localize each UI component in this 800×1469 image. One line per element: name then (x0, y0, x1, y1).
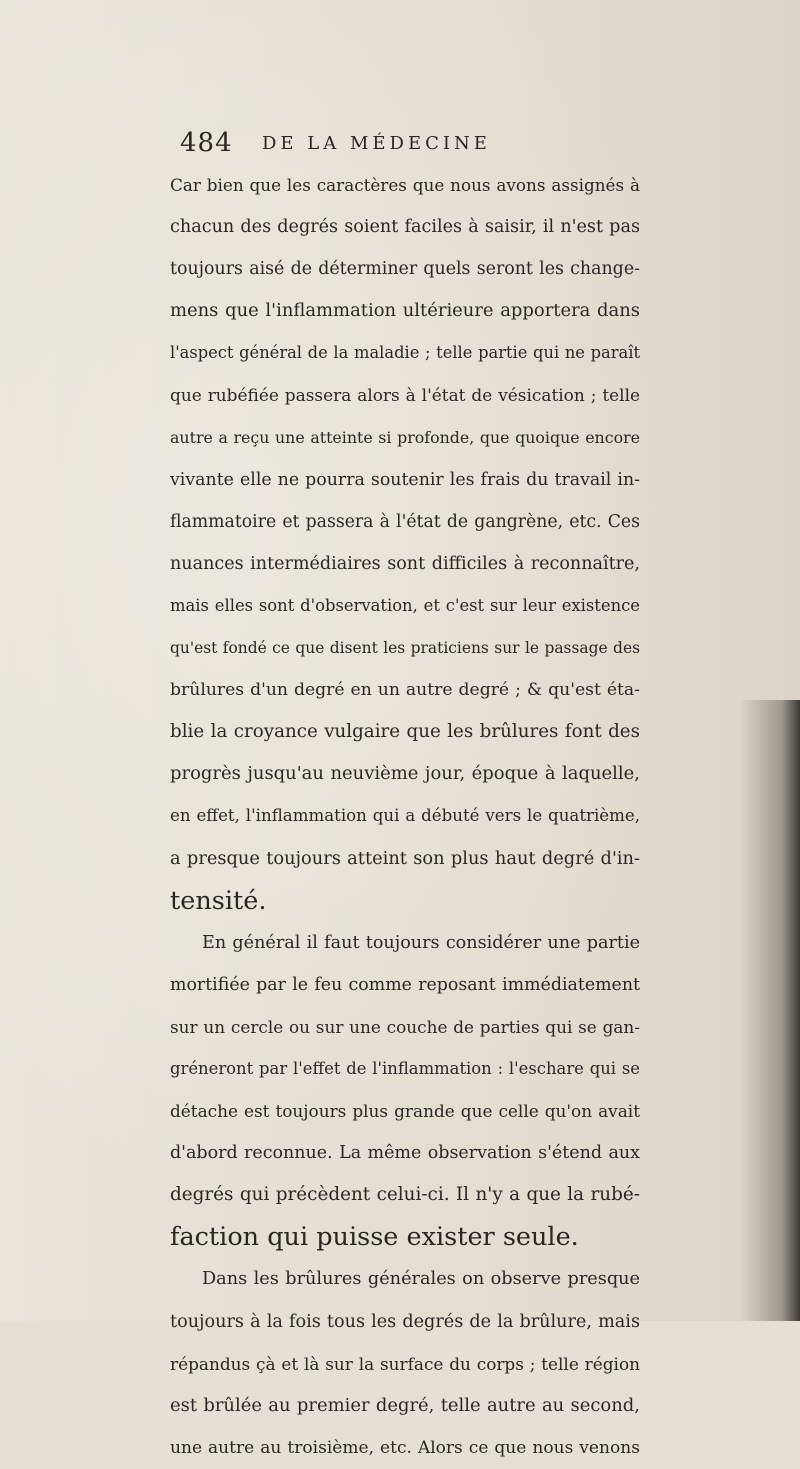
text-line: nuances intermédiaires sont difficiles à reconnaître, (170, 553, 640, 574)
body-text (170, 164, 640, 1469)
text-line: En général il faut toujours considérer une partie (202, 932, 640, 953)
text-line: vivante elle ne pourra soutenir les frais du travail in- (170, 469, 640, 490)
text-line: mens que l'inflammation ultérieure apportera dans (170, 300, 640, 322)
text-line: est brûlée au premier degré, telle autre au second, (170, 1394, 640, 1416)
text-line: degrés qui précèdent celui-ci. Il n'y a que la rubé- (170, 1184, 640, 1206)
text-line: mortifiée par le feu comme reposant immédiatement (170, 974, 640, 995)
text-line: blie la croyance vulgaire que les brûlures font des (170, 721, 640, 743)
page-number: 484 (180, 128, 233, 158)
text-line: répandus çà et là sur la surface du corps ; telle région (170, 1353, 640, 1374)
text-line: sur un cercle ou sur une couche de parties qui se gan- (170, 1016, 640, 1037)
text-line: en effet, l'inflammation qui a débuté vers le quatrième, (170, 806, 640, 826)
running-head: DE LA MÉDECINE (262, 133, 491, 154)
text-line: mais elles sont d'observation, et c'est sur leur existence (170, 595, 640, 615)
text-line: brûlures d'un degré en un autre degré ; & qu'est éta- (170, 680, 640, 701)
text-line: d'abord reconnue. La même observation s'étend aux (170, 1143, 640, 1164)
text-line: gréneront par l'effet de l'inflammation : l'eschare qui se (170, 1058, 640, 1078)
text-line: Dans les brûlures générales on observe presque (202, 1269, 640, 1290)
text-line: flammatoire et passera à l'état de gangrène, etc. Ces (170, 511, 640, 532)
text-line: que rubéfiée passera alors à l'état de vésication ; telle (170, 385, 640, 406)
text-line: a presque toujours atteint son plus haut degré d'in- (170, 847, 640, 869)
text-line: toujours à la fois tous les degrés de la brûlure, mais (170, 1311, 640, 1332)
text-line: progrès jusqu'au neuvième jour, époque à laquelle, (170, 763, 640, 785)
text-line: chacun des degrés soient faciles à saisir, il n'est pas (170, 217, 640, 238)
text-line: l'aspect général de la maladie ; telle partie qui ne paraît (170, 343, 640, 363)
text-line: Car bien que les caractères que nous avons assignés à (170, 175, 640, 195)
text-line: toujours aisé de déterminer quels seront les change- (170, 259, 640, 280)
text-line: faction qui puisse exister seule. (170, 1222, 579, 1253)
text-line: qu'est fondé ce que disent les praticiens sur le passage des (170, 639, 640, 658)
page-header (180, 128, 600, 158)
text-line: tensité. (170, 885, 267, 916)
text-line: autre a reçu une atteinte si profonde, que quoique encore (170, 427, 640, 447)
text-line: une autre au troisième, etc. Alors ce que nous venons (170, 1437, 640, 1458)
text-line: détache est toujours plus grande que celle qu'on avait (170, 1101, 640, 1122)
page-edge-shadow (740, 700, 800, 1321)
